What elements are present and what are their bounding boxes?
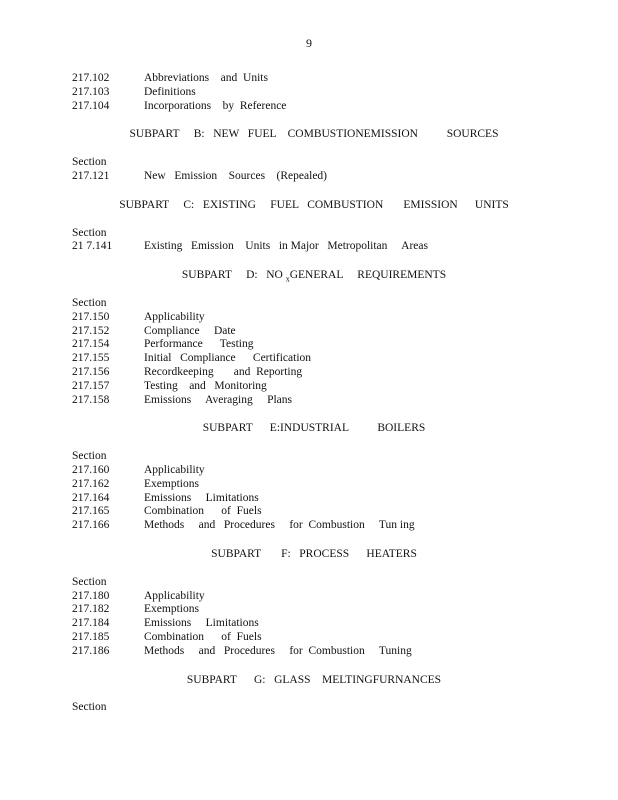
section-title: Recordkeeping and Reporting (144, 365, 303, 378)
section-row (72, 492, 552, 506)
section-number: 217.104 (72, 99, 110, 112)
section-label: Section (72, 156, 107, 169)
section-number: 217.158 (72, 393, 110, 406)
section-label: Section (72, 701, 107, 714)
subpart-b-heading: SUBPART B: NEW FUEL COMBUSTIONEMISSION SOURCES (129, 128, 499, 141)
subpart-d-heading-suffix: GENERAL REQUIREMENTS (289, 269, 447, 282)
section-row (72, 394, 552, 408)
intro-section-list (72, 72, 552, 113)
section-title: Emissions Averaging Plans (144, 393, 293, 406)
subpart-c-heading: SUBPART C: EXISTING FUEL COMBUSTION EMISSION UNITS (119, 198, 509, 211)
section-title: Definitions (144, 85, 196, 98)
section-number: 217.162 (72, 477, 110, 490)
section-number: 217.182 (72, 603, 110, 616)
section-title: Testing and Monitoring (144, 379, 267, 392)
section-row (72, 380, 552, 394)
subscript-x: x (285, 274, 290, 284)
section-row (72, 505, 552, 519)
section-number: 217.152 (72, 324, 110, 337)
section-row (72, 86, 552, 100)
section-title: Existing Emission Units in Major Metropolitan Areas (144, 240, 428, 253)
section-number: 217.184 (72, 617, 110, 630)
section-row (72, 645, 552, 659)
section-row (72, 617, 552, 631)
section-row (72, 352, 552, 366)
section-row (72, 72, 552, 86)
section-title: Applicability (144, 463, 205, 476)
section-number: 217.156 (72, 365, 110, 378)
subpart-g-heading: SUBPART G: GLASS MELTINGFURNANCES (186, 673, 442, 686)
section-number: 21 7.141 (72, 240, 113, 253)
section-number: 217.164 (72, 491, 110, 504)
section-number: 217.150 (72, 310, 110, 323)
section-row (72, 478, 552, 492)
section-title: Exemptions (144, 603, 199, 616)
section-number: 217.155 (72, 352, 110, 365)
section-title: Methods and Procedures for Combustion Tuning (144, 644, 412, 657)
section-label: Section (72, 450, 107, 463)
section-row (72, 590, 552, 604)
section-title: Combination of Fuels (144, 505, 262, 518)
section-title: Abbreviations and Units (144, 72, 268, 84)
section-title: Emissions Limitations (144, 617, 259, 630)
section-title: Methods and Procedures for Combustion Tun ing (144, 519, 415, 532)
subpart-d-heading (72, 269, 552, 283)
subpart-e-heading: SUBPART E:INDUSTRIAL BOILERS (202, 422, 426, 435)
section-label: Section (72, 226, 107, 239)
section-title: Initial Compliance Certification (144, 352, 312, 365)
section-row (72, 311, 552, 325)
section-title: New Emission Sources (Repealed) (144, 169, 328, 182)
section-row (72, 170, 552, 184)
section-title: Combination of Fuels (144, 630, 262, 643)
subpart-f-heading: SUBPART F: PROCESS HEATERS (211, 547, 417, 560)
section-number: 217.165 (72, 505, 110, 518)
section-title: Applicability (144, 310, 205, 323)
section-title: Compliance Date (144, 324, 236, 337)
section-number: 217.157 (72, 379, 110, 392)
section-title: Applicability (144, 589, 205, 602)
section-number: 217.180 (72, 589, 110, 602)
section-number: 217.186 (72, 644, 110, 657)
section-number: 217.154 (72, 338, 110, 351)
section-number: 217.166 (72, 519, 110, 532)
section-row (72, 325, 552, 339)
section-row (72, 240, 552, 254)
section-title: Performance Testing (144, 338, 254, 351)
section-row (72, 519, 552, 533)
subpart-d-heading-prefix: SUBPART D: NO (181, 269, 286, 282)
section-row (72, 338, 552, 352)
section-title: Exemptions (144, 477, 199, 490)
section-title: Emissions Limitations (144, 491, 259, 504)
section-number: 217.185 (72, 630, 110, 643)
document-body (72, 72, 552, 715)
section-number: 217.103 (72, 85, 110, 98)
section-number: 217.160 (72, 463, 110, 476)
section-label: Section (72, 575, 107, 588)
section-title: Incorporations by Reference (144, 99, 287, 112)
section-row (72, 603, 552, 617)
page-number: 9 (306, 36, 312, 50)
section-label: Section (72, 296, 107, 309)
section-row (72, 366, 552, 380)
section-row (72, 464, 552, 478)
section-row (72, 631, 552, 645)
section-row (72, 100, 552, 114)
section-number: 217.102 (72, 72, 110, 84)
section-number: 217.121 (72, 169, 110, 182)
